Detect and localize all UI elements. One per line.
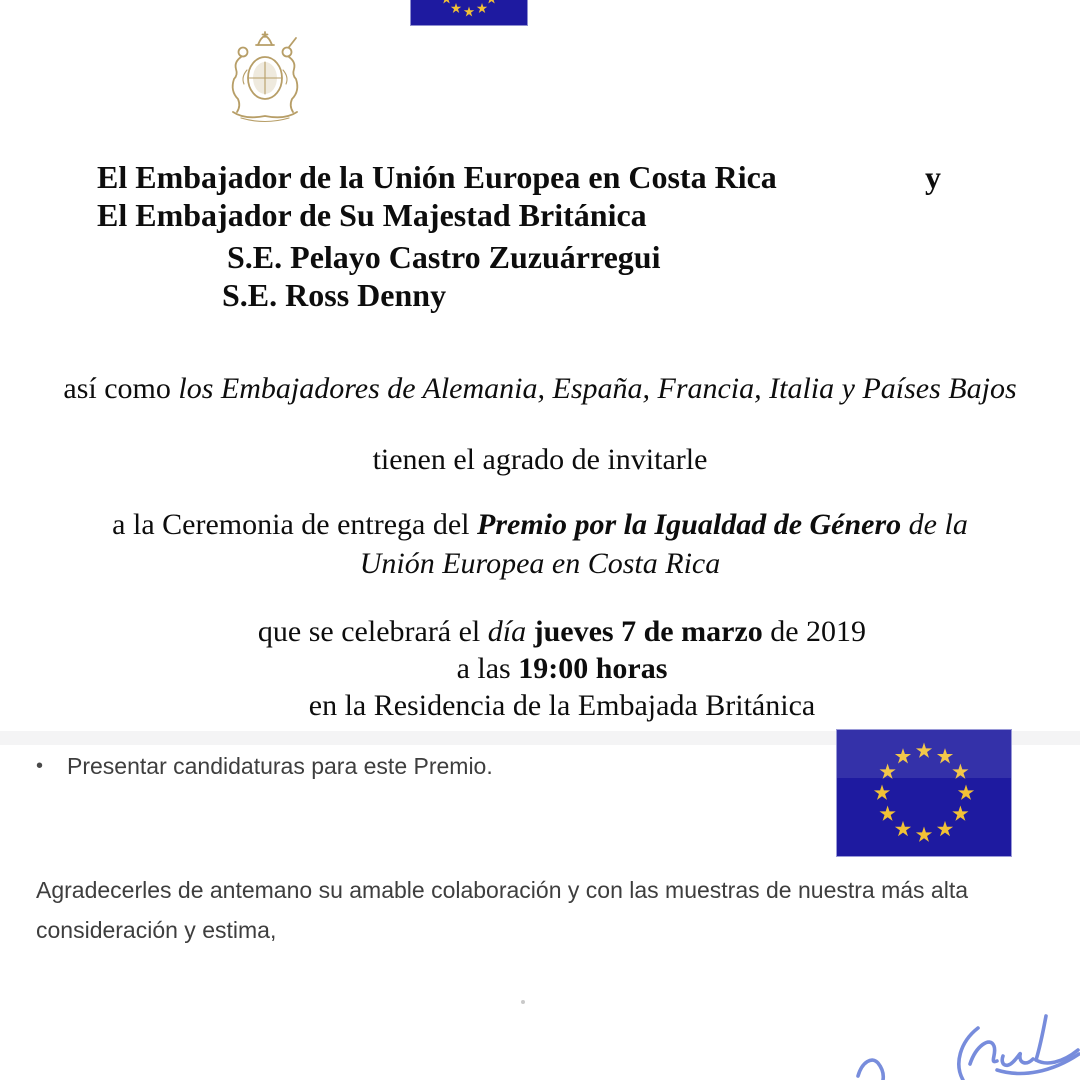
header-line1-text: El Embajador de la Unión Europea en Costa Rica [97,159,777,195]
venue-line: en la Residencia de la Embajada Británica [308,689,816,722]
header-line-eu-ambassador [97,158,1037,196]
eu-flag-top-cropped-icon [410,0,528,26]
eu-flag-top-svg [411,0,527,25]
scan-artifact-dot [521,1000,525,1004]
royal-arms-svg [220,30,310,125]
handwritten-signature-icon [800,1000,1080,1080]
also-prefix: así como [63,372,179,405]
eu-flag-icon [836,729,1012,857]
date-bold: jueves 7 de marzo [526,615,763,648]
ceremony-suffix: de la [901,508,968,541]
also-countries-italic: los Embajadores de Alemania, España, Francia, Italia y Países Bajos [178,372,1017,405]
signature-svg [800,1000,1080,1080]
ceremony-line [0,505,1080,583]
time-prefix: a las [456,652,519,685]
also-ambassadors-line [0,370,1080,408]
ambassadors-header [97,158,1037,314]
header-line-uk-ambassador: El Embajador de Su Majestad Británica [97,197,647,233]
date-word-dia: día [487,615,527,648]
date-suffix: de 2019 [762,615,867,648]
uk-royal-coat-of-arms-icon [220,30,310,125]
date-time-venue-block [22,613,1080,724]
bullet-icon: • [36,755,44,777]
header-name-pelayo: S.E. Pelayo Castro Zuzuárregui [227,239,661,275]
conjunction-y: y [925,159,941,195]
ceremony-prefix: a la Ceremonia de entrega del [112,508,477,541]
ceremony-line2: Unión Europea en Costa Rica [359,547,721,580]
closing-paragraph: Agradecerles de antemano su amable colaboración y con las muestras de nuestra más alta consideración y estima, [36,877,969,943]
header-name-ross-denny: S.E. Ross Denny [222,277,447,313]
bullet-text: Presentar candidaturas para este Premio. [67,753,493,779]
date-prefix: que se celebrará el [257,615,488,648]
award-name: Premio por la Igualdad de Género [477,508,902,541]
time-bold: 19:00 horas [518,652,668,685]
bullet-item [36,751,493,781]
flag-light-band [837,730,1011,778]
invite-line: tienen el agrado de invitarle [372,443,708,476]
